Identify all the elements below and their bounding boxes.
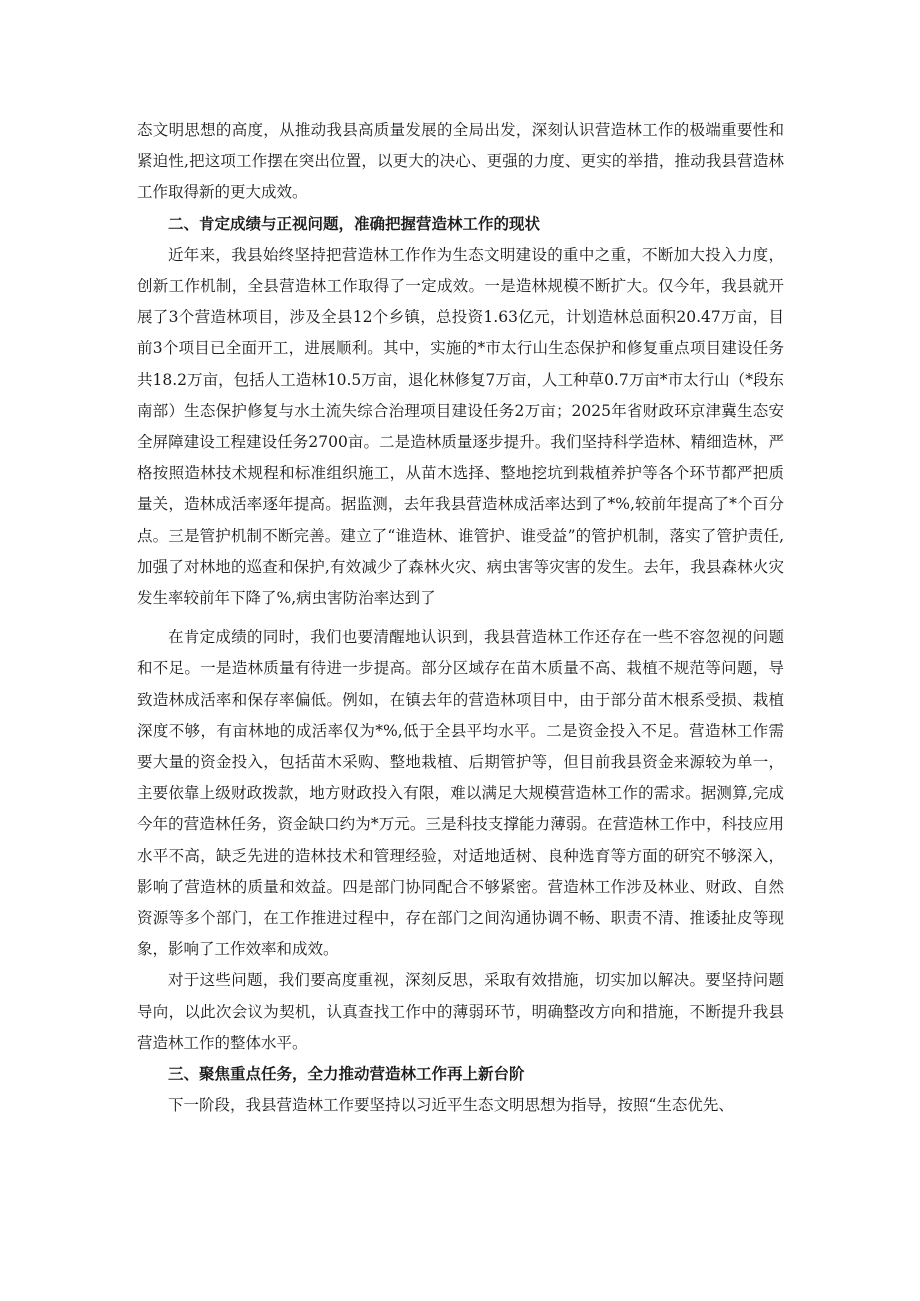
section-heading-2: 二、肯定成绩与正视问题，准确把握营造林工作的现状	[168, 214, 541, 233]
paragraph-gap	[137, 614, 784, 622]
paragraph-next-stage: 下一阶段，我县营造林工作要坚持以习近平生态文明思想为指导，按照“生态优先、	[168, 1096, 734, 1115]
paragraph-achievements: 近年来，我县始终坚持把营造林工作作为生态文明建设的重中之重，不断加大投入力度，创新工作机制，全县营造林工作取得了一定成效。一是造林规模不断扩大。仅今年，我县就开展了3个营造林项目，涉及全县12个乡镇，总投资1.63亿元，计划造林总面积20.47万亩，目前3个项目已全面开工，进展顺利。其中，实施的*市太行山生态保护和修复重点项目建设任务共18.2万亩，包括人工造林10.5万亩，退化林修复7万亩，人工种草0.7万亩*市太行山（*段东南部）生态保护修复与水土流失综合治理项目建设任务2万亩；2025年省财政环京津冀生态安全屏障建设工程建设任务2700亩。二是造林质量逐步提升。我们坚持科学造林、精细造林，严格按照造林技术规程和标准组织施工，从苗木选择、整地挖坑到栽植养护等各个环节都严把质量关，造林成活率逐年提高。据监测，去年我县营造林成活率达到了*%,较前年提高了*个百分点。三是管护机制不断完善。建立了“谁造林、谁管护、谁受益”的管护机制，落实了管护责任,加强了对林地的巡查和保护,有效减少了森林火灾、病虫害等灾害的发生。去年，我县森林火灾发生率较前年下降了%,病虫害防治率达到了	[137, 245, 784, 608]
paragraph-intro-continuation: 态文明思想的高度，从推动我县高质量发展的全局出发，深刻认识营造林工作的极端重要性和紧迫性,把这项工作摆在突出位置，以更大的决心、更强的力度、更实的举措，推动我县营造林工作取得新的更大成效。	[137, 121, 784, 202]
section-heading-3: 三、聚焦重点任务，全力推动营造林工作再上新台阶	[168, 1065, 525, 1084]
paragraph-problems: 在肯定成绩的同时，我们也要清醒地认识到，我县营造林工作还存在一些不容忽视的问题和不足。一是造林质量有待进一步提高。部分区域存在苗木质量不高、栽植不规范等问题，导致造林成活率和保存率偏低。例如，在镇去年的营造林项目中，由于部分苗木根系受损、栽植深度不够，有亩林地的成活率仅为*%,低于全县平均水平。二是资金投入不足。营造林工作需要大量的资金投入，包括苗木采购、整地栽植、后期管护等，但目前我县资金来源较为单一，主要依靠上级财政拨款，地方财政投入有限，难以满足大规模营造林工作的需求。据测算,完成今年的营造林任务，资金缺口约为*万元。三是科技支撑能力薄弱。在营造林工作中，科技应用水平不高，缺乏先进的造林技术和管理经验，对适地适树、良种选育等方面的研究不够深入，影响了营造林的质量和效益。四是部门协同配合不够紧密。营造林工作涉及林业、财政、自然资源等多个部门，在工作推进过程中，存在部门之间沟通协调不畅、职责不清、推诿扯皮等现象，影响了工作效率和成效。	[137, 628, 784, 959]
document-page	[137, 115, 784, 1122]
paragraph-response: 对于这些问题，我们要高度重视，深刻反思，采取有效措施，切实加以解决。要坚持问题导向，以此次会议为契机，认真查找工作中的薄弱环节，明确整改方向和措施，不断提升我县营造林工作的整体水平。	[137, 971, 784, 1052]
